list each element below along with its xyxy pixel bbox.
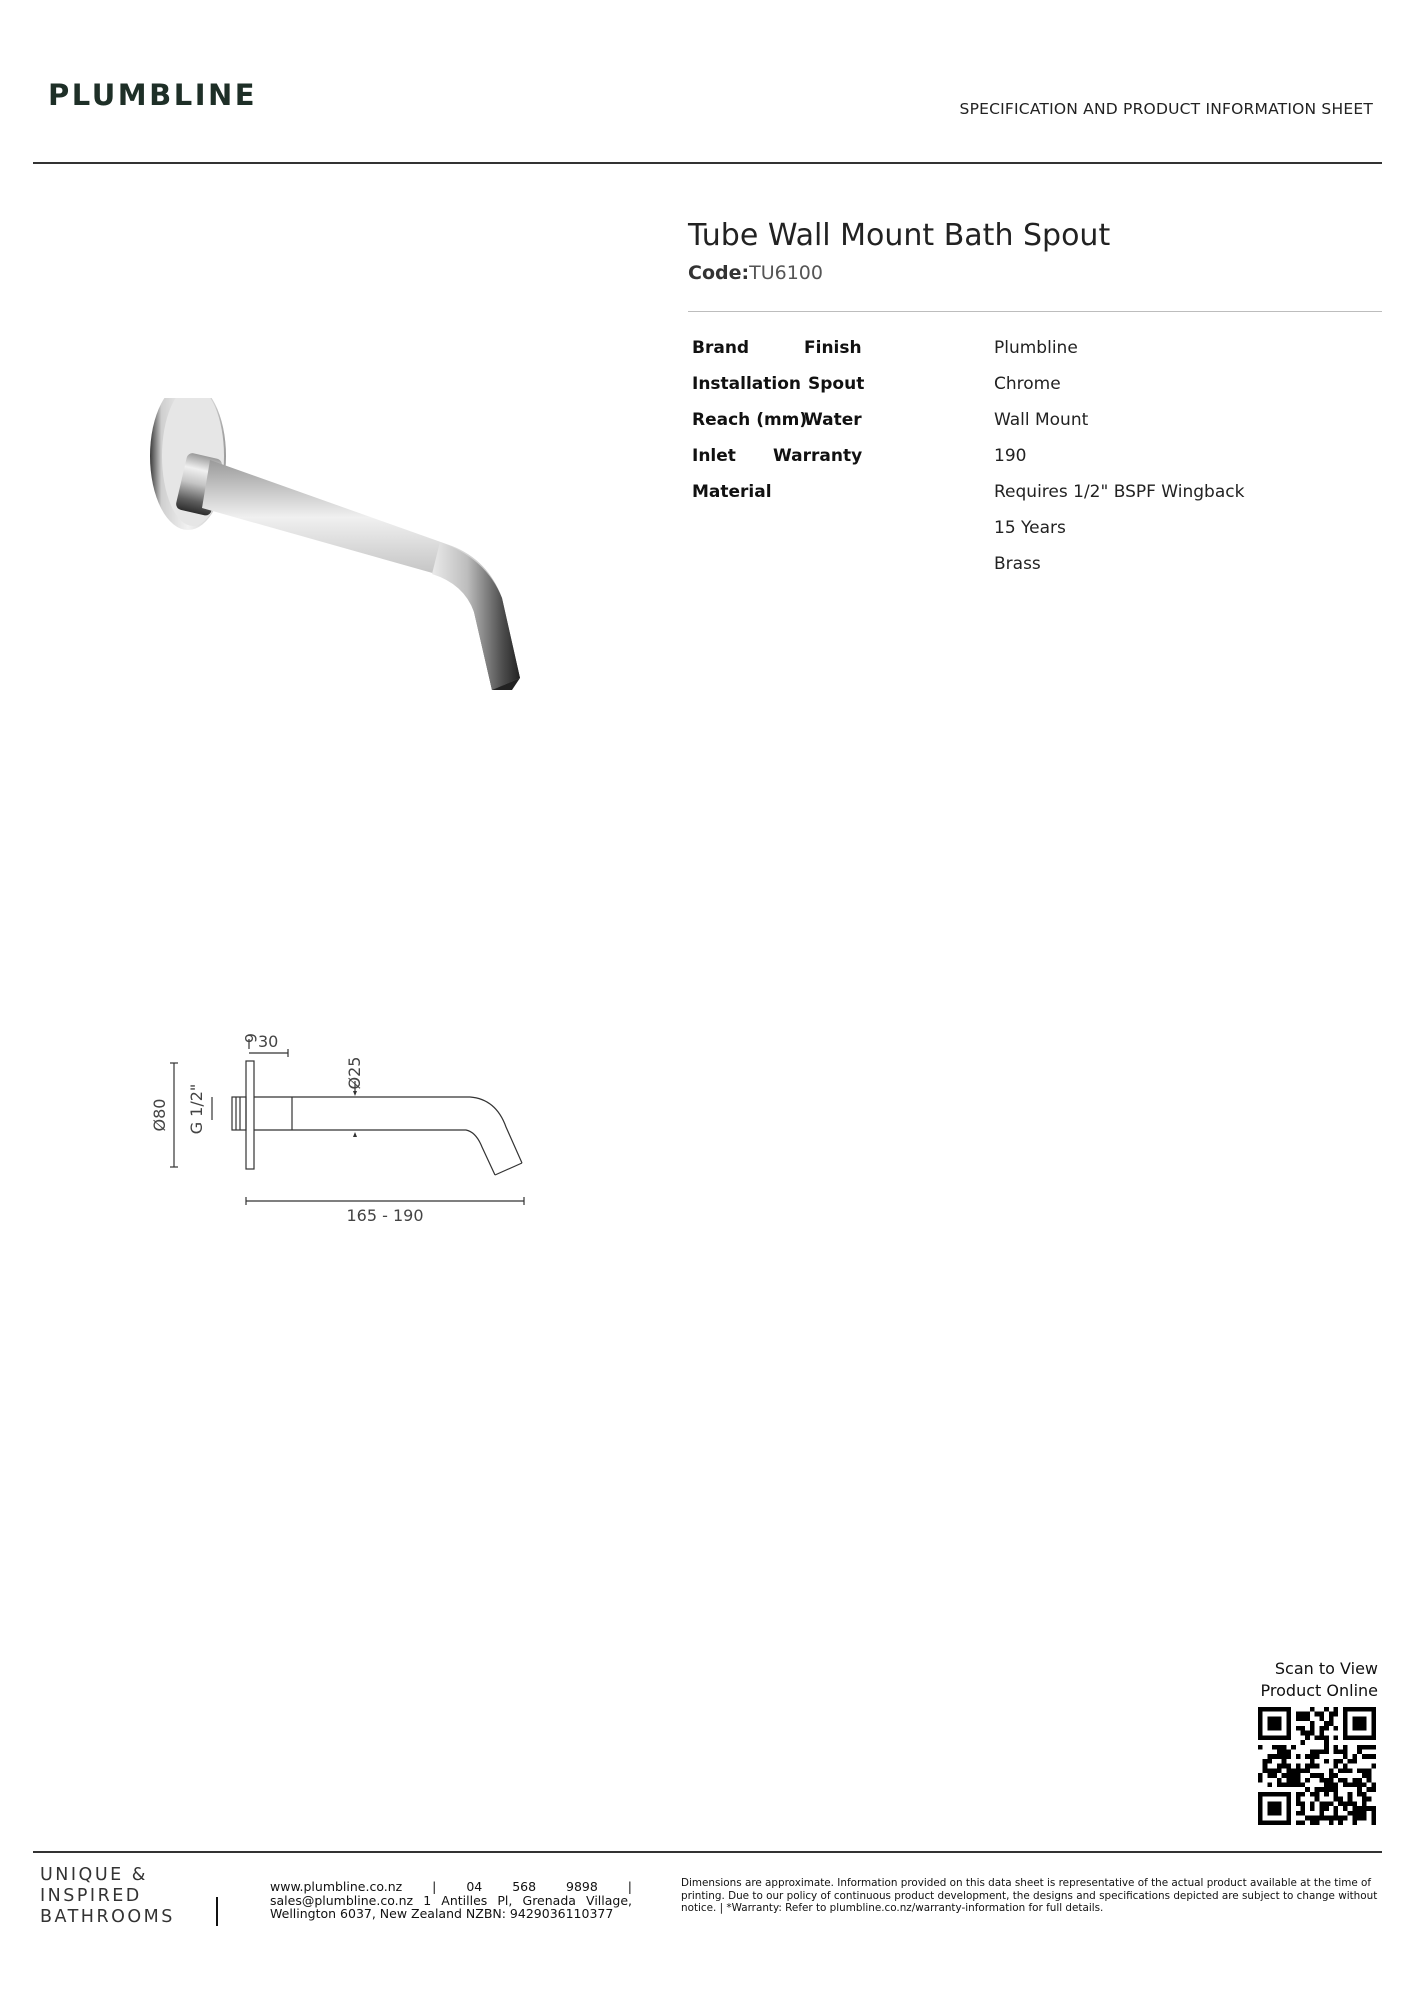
product-code bbox=[688, 262, 823, 284]
spec-label-spout: Spout bbox=[808, 374, 865, 394]
scan-caption bbox=[1180, 1658, 1378, 1702]
spec-label-warranty: Warranty bbox=[773, 446, 863, 466]
dim-30: 30 bbox=[258, 1032, 279, 1051]
header-divider bbox=[33, 162, 1382, 164]
brand-logo: PLUMBLINE bbox=[48, 78, 258, 112]
dim-80: Ø80 bbox=[150, 1098, 169, 1132]
dim-25: Ø25 bbox=[345, 1056, 364, 1090]
spec-label-finish: Finish bbox=[804, 338, 862, 358]
dim-length: 165 - 190 bbox=[346, 1206, 424, 1225]
product-photo bbox=[140, 398, 540, 694]
spec-value-material: Brass bbox=[994, 554, 1041, 574]
scan-caption-line1: Scan to View bbox=[1274, 1659, 1378, 1678]
footer-contact: www.plumbline.co.nz | 04 568 9898 | sales@plumbline.co.nz 1 Antilles Pl, Grenada Village, Wellington 6037, New Zealand NZBN: 9429036110377 bbox=[270, 1879, 632, 1921]
spec-value-inlet: Requires 1/2" BSPF Wingback bbox=[994, 482, 1245, 502]
title-divider bbox=[688, 311, 1382, 312]
spec-label-installation: Installation bbox=[692, 374, 802, 394]
spec-label-water: Water bbox=[804, 410, 862, 430]
sheet-title: SPECIFICATION AND PRODUCT INFORMATION SHEET bbox=[959, 100, 1373, 118]
spec-label-material: Material bbox=[692, 482, 772, 502]
spec-value-warranty: 15 Years bbox=[994, 518, 1066, 538]
tagline-line1: UNIQUE & bbox=[40, 1865, 148, 1885]
spec-label-reach: Reach (mm) bbox=[692, 410, 808, 430]
product-code-label: Code: bbox=[688, 262, 750, 284]
tagline-separator bbox=[216, 1897, 218, 1926]
scan-caption-line2: Product Online bbox=[1260, 1681, 1378, 1700]
dim-thread: G 1/2" bbox=[187, 1083, 206, 1135]
dim-6: 6 bbox=[241, 1033, 260, 1044]
spec-label-brand: Brand bbox=[692, 338, 750, 358]
footer-tagline bbox=[40, 1865, 175, 1928]
product-code-value: TU6100 bbox=[749, 262, 823, 284]
tagline-line3: BATHROOMS bbox=[40, 1907, 175, 1927]
product-title: Tube Wall Mount Bath Spout bbox=[688, 218, 1111, 253]
qr-code[interactable] bbox=[1258, 1707, 1376, 1825]
spec-value-installation: Wall Mount bbox=[994, 410, 1089, 430]
footer-divider bbox=[33, 1851, 1382, 1853]
footer-disclaimer: Dimensions are approximate. Information provided on this data sheet is representative of the actual product available at the time of printing. Due to our policy of continuous product development, the designs and specifications depicted are subject to change without notice. | *Warranty: Refer to plumbline.co.nz/warranty-information for full details. bbox=[681, 1877, 1378, 1914]
spec-value-reach: 190 bbox=[994, 446, 1027, 466]
tagline-line2: INSPIRED bbox=[40, 1886, 142, 1906]
spec-label-inlet: Inlet bbox=[692, 446, 736, 466]
technical-drawing bbox=[140, 1005, 550, 1230]
spec-value-finish: Chrome bbox=[994, 374, 1061, 394]
spec-value-brand: Plumbline bbox=[994, 338, 1078, 358]
